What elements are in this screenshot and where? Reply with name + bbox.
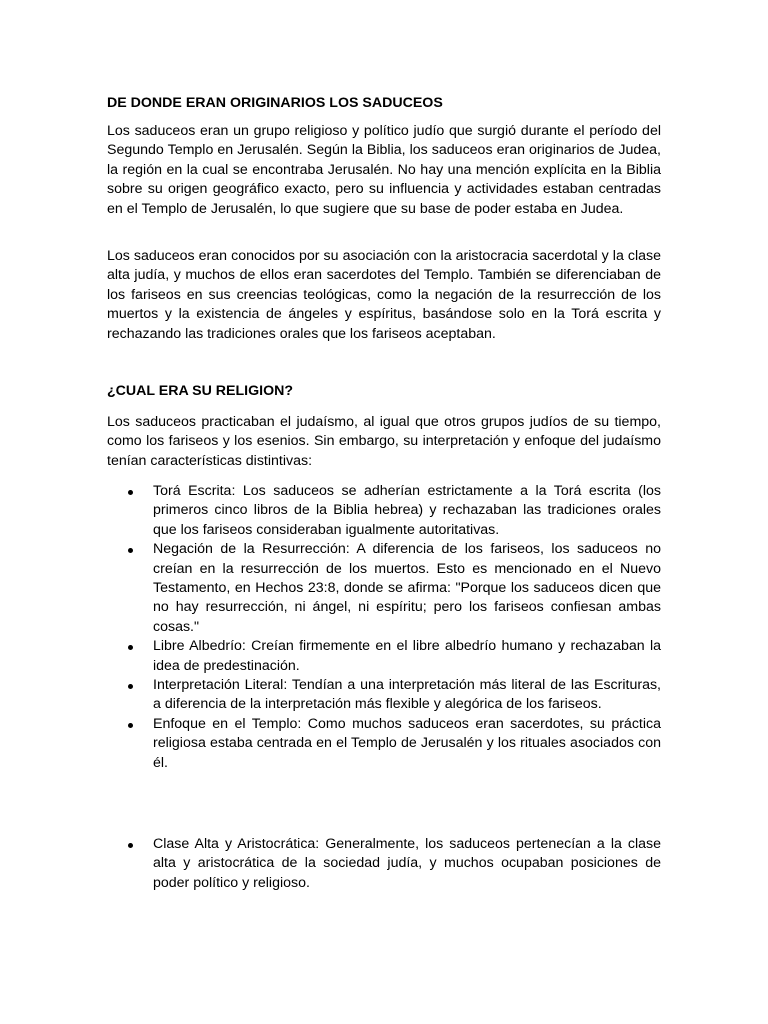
beliefs-list [107, 482, 661, 773]
list-item-text: Torá Escrita: Los saduceos se adherían estrictamente a la Torá escrita (los primeros cinco libros de la Biblia hebrea) y rechazaban las tradiciones orales que los fariseos consideraban igualmente autoritativas. [153, 483, 661, 538]
list-item [107, 676, 661, 715]
beliefs-list-continued [107, 835, 661, 893]
list-item-text: Libre Albedrío: Creían firmemente en el libre albedrío humano y rechazaban la idea de predestinación. [153, 638, 661, 674]
section-heading-origins: DE DONDE ERAN ORIGINARIOS LOS SADUCEOS [107, 95, 443, 111]
list-item-text: Clase Alta y Aristocrática: Generalmente, los saduceos pertenecían a la clase alta y aristocrática de la sociedad judía, y muchos ocupaban posiciones de poder político y religioso. [153, 836, 661, 891]
list-item-text: Enfoque en el Templo: Como muchos saduceos eran sacerdotes, su práctica religiosa estaba centrada en el Templo de Jerusalén y los rituales asociados con él. [153, 715, 661, 771]
bullet-icon [128, 490, 133, 495]
bullet-icon [128, 843, 133, 848]
section-heading-religion: ¿CUAL ERA SU RELIGION? [107, 383, 294, 399]
list-item [107, 835, 661, 893]
bullet-icon [128, 684, 133, 689]
list-item-text: Negación de la Resurrección: A diferencia de los fariseos, los saduceos no creían en la resurrección de los muertos. Esto es mencionado en el Nuevo Testamento, en Hechos 23:8, donde se afirma: "Porque los saduceos dicen que no hay resurrección, ni ángel, ni espíritu; pero los fariseos confiesan ambas cosas." [153, 541, 661, 635]
paragraph-religion-intro: Los saduceos practicaban el judaísmo, al igual que otros grupos judíos de su tiempo, como los fariseos y los esenios. Sin embargo, su interpretación y enfoque del judaísmo tenían características distintivas: [107, 414, 661, 469]
list-item [107, 715, 661, 773]
list-item-text: Interpretación Literal: Tendían a una interpretación más literal de las Escrituras, a diferencia de la interpretación más flexible y alegórica de los fariseos. [153, 677, 661, 713]
bullet-icon [128, 548, 133, 553]
paragraph-aristocracy: Los saduceos eran conocidos por su asociación con la aristocracia sacerdotal y la clase alta judía, y muchos de ellos eran sacerdotes del Templo. También se diferenciaban de los fariseos en sus creencias teológicas, como la negación de la resurrección de los muertos y la existencia de ángeles y espíritus, basándose solo en la Torá escrita y rechazando las tradiciones orales que los fariseos aceptaban. [107, 248, 661, 342]
bullet-icon [128, 723, 133, 728]
list-item [107, 482, 661, 540]
list-item [107, 540, 661, 637]
paragraph-origins: Los saduceos eran un grupo religioso y político judío que surgió durante el período del Segundo Templo en Jerusalén. Según la Biblia, los saduceos eran originarios de Judea, la región en la cual se encontraba Jerusalén. No hay una mención explícita en la Biblia sobre su origen geográfico exacto, pero su influencia y actividades estaban centradas en el Templo de Jerusalén, lo que sugiere que su base de poder estaba en Judea. [107, 123, 661, 217]
bullet-icon [128, 645, 133, 650]
list-item [107, 637, 661, 676]
